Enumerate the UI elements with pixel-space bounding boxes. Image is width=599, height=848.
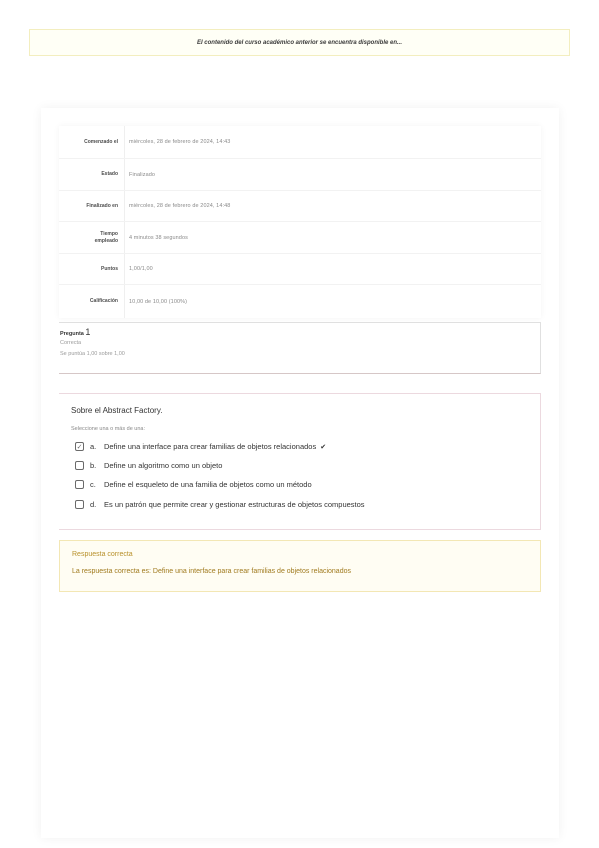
- summary-value: 4 minutos 38 segundos: [124, 222, 188, 253]
- option-letter: b.: [90, 461, 97, 470]
- summary-label: Calificación: [89, 298, 118, 304]
- question-content: [59, 393, 541, 530]
- option-letter: c.: [90, 480, 96, 489]
- summary-value: 10,00 de 10,00 (100%): [124, 285, 187, 318]
- question-title: [60, 327, 540, 337]
- summary-label: Finalizado en: [86, 202, 118, 209]
- summary-row-started: [59, 126, 541, 159]
- summary-row-grade: [59, 285, 541, 318]
- question-title-label: Pregunta: [60, 331, 84, 337]
- checkbox-unchecked[interactable]: [75, 480, 84, 489]
- answer-option-c[interactable]: [75, 480, 312, 489]
- course-notice-banner[interactable]: [29, 29, 570, 56]
- question-grade: Se puntúa 1,00 sobre 1,00: [60, 351, 125, 357]
- summary-row-points: [59, 254, 541, 285]
- summary-label: Comenzado el: [84, 138, 118, 145]
- checkbox-checked[interactable]: ✓: [76, 443, 83, 451]
- summary-label: Puntos: [101, 265, 118, 272]
- feedback-panel: [59, 540, 541, 592]
- summary-row-finished: [59, 191, 541, 222]
- summary-label: Estado: [101, 171, 118, 177]
- summary-value: miércoles, 28 de febrero de 2024, 14:43: [124, 126, 230, 158]
- question-text: Sobre el Abstract Factory.: [71, 406, 163, 415]
- summary-label-line: Tiempo: [100, 230, 118, 237]
- question-info-panel: [59, 322, 541, 374]
- option-letter: a.: [90, 442, 97, 451]
- feedback-title: Respuesta correcta: [72, 551, 133, 558]
- answer-option-a[interactable]: [75, 442, 326, 451]
- summary-value: miércoles, 28 de febrero de 2024, 14:48: [124, 191, 230, 221]
- option-text: Define un algoritmo como un objeto: [104, 461, 223, 470]
- question-number: 1: [85, 327, 91, 337]
- correct-check-icon: ✔: [320, 443, 327, 451]
- summary-value: 1,00/1,00: [124, 254, 153, 284]
- option-text: Define una interface para crear familias de objetos relacionados: [104, 442, 317, 451]
- answer-option-b[interactable]: [75, 461, 222, 470]
- course-notice-text: El contenido del curso académico anterior se encuentra disponible en...: [196, 39, 403, 46]
- attempt-summary-table: [59, 126, 541, 318]
- option-text: Es un patrón que permite crear y gestionar estructuras de objetos compuestos: [104, 500, 365, 509]
- summary-value: Finalizado: [124, 159, 155, 190]
- option-text: Define el esqueleto de una familia de objetos como un método: [104, 480, 312, 489]
- summary-row-time: [59, 222, 541, 254]
- option-letter: d.: [90, 500, 97, 509]
- summary-label-line: empleado: [94, 237, 118, 244]
- checkbox-unchecked[interactable]: [75, 461, 84, 470]
- answer-option-d[interactable]: [75, 500, 365, 509]
- summary-label: [59, 231, 120, 245]
- feedback-text: La respuesta correcta es: Define una interface para crear familias de objetos relacionados: [72, 568, 351, 575]
- question-state: Correcta: [60, 340, 82, 346]
- checkbox-unchecked[interactable]: [75, 500, 84, 509]
- question-prompt: Seleccione una o más de una:: [71, 426, 145, 432]
- summary-row-state: [59, 159, 541, 191]
